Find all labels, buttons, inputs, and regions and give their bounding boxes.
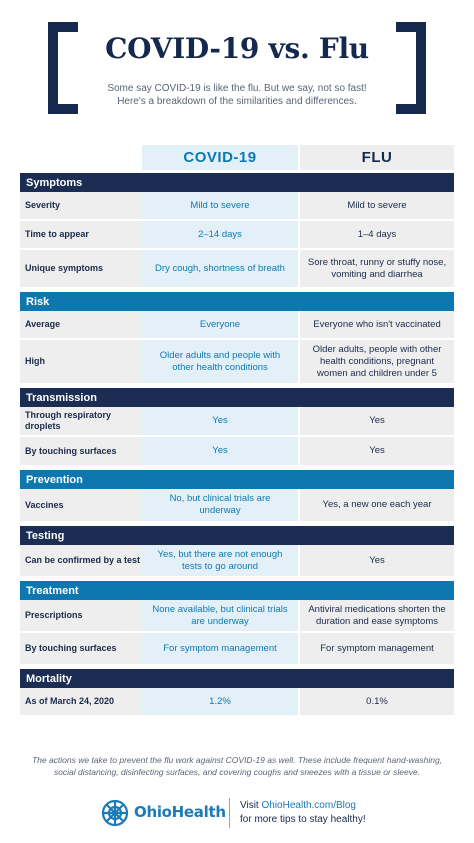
table-row <box>20 545 454 578</box>
flu-value: Everyone who isn't vaccinated <box>298 311 454 338</box>
row-label: Severity <box>20 192 142 219</box>
table-row <box>20 688 454 717</box>
flu-column-header: FLU <box>298 145 454 170</box>
section-header-symptoms: Symptoms <box>20 173 454 192</box>
page-subtitle: Some say COVID-19 is like the flu. But we say, not so fast! Here's a breakdown of the similarities and differences. <box>107 83 367 107</box>
covid-value: Mild to severe <box>142 192 298 219</box>
table-row <box>20 221 454 250</box>
flu-value: 0.1% <box>298 688 454 715</box>
covid-value: None available, but clinical trials are underway <box>142 600 298 631</box>
flu-value: Mild to severe <box>298 192 454 219</box>
flu-value: Sore throat, runny or stuffy nose, vomiting and diarrhea <box>298 250 454 287</box>
section-header-mortality: Mortality <box>20 669 454 688</box>
row-label: Time to appear <box>20 221 142 248</box>
ohiohealth-logo: OhioHealth <box>134 803 226 821</box>
covid-value: Yes <box>142 437 298 465</box>
table-row <box>20 600 454 633</box>
table-row <box>20 633 454 666</box>
table-row <box>20 340 454 385</box>
section-header-prevention: Prevention <box>20 470 454 489</box>
footer-divider <box>229 798 230 828</box>
covid-value: For symptom management <box>142 633 298 664</box>
footer <box>0 796 474 832</box>
flu-value: Older adults, people with other health conditions, pregnant women and children under 5 <box>298 340 454 383</box>
row-label: Prescriptions <box>20 600 142 631</box>
blog-link[interactable]: OhioHealth.com/Blog <box>261 800 356 811</box>
row-label: By touching surfaces <box>20 437 142 465</box>
covid-value: No, but clinical trials are underway <box>142 489 298 521</box>
section-header-testing: Testing <box>20 526 454 545</box>
flu-value: For symptom management <box>298 633 454 664</box>
flu-value: Yes, a new one each year <box>298 489 454 521</box>
row-label: Through respiratory droplets <box>20 407 142 435</box>
section-header-risk: Risk <box>20 292 454 311</box>
comparison-table <box>20 145 454 717</box>
row-label: As of March 24, 2020 <box>20 688 142 715</box>
table-row <box>20 311 454 340</box>
row-label: Vaccines <box>20 489 142 521</box>
page-title: COVID-19 vs. Flu <box>105 32 369 65</box>
section-header-transmission: Transmission <box>20 388 454 407</box>
column-headers <box>20 145 454 170</box>
table-row <box>20 192 454 221</box>
flu-value: 1–4 days <box>298 221 454 248</box>
covid-value: Older adults and people with other health conditions <box>142 340 298 383</box>
covid-column-header: COVID-19 <box>142 145 298 170</box>
visit-text: Visit OhioHealth.com/Blog for more tips to stay healthy! <box>240 800 366 825</box>
covid-value: Dry cough, shortness of breath <box>142 250 298 287</box>
covid-value: 2–14 days <box>142 221 298 248</box>
row-label: Unique symptoms <box>20 250 142 287</box>
ohiohealth-logo-icon <box>100 798 130 828</box>
covid-value: Yes <box>142 407 298 435</box>
table-row <box>20 489 454 523</box>
table-row <box>20 407 454 437</box>
header <box>0 0 474 140</box>
table-sections <box>20 173 454 717</box>
covid-value: 1.2% <box>142 688 298 715</box>
row-label: Average <box>20 311 142 338</box>
flu-value: Antiviral medications shorten the duration and ease symptoms <box>298 600 454 631</box>
row-label: High <box>20 340 142 383</box>
footnote: The actions we take to prevent the flu work against COVID-19 as well. These include frequent hand-washing, social distancing, disinfecting surfaces, and covering coughs and sneezes with a tissue or sleeve. <box>31 755 443 777</box>
covid-value: Everyone <box>142 311 298 338</box>
table-row <box>20 250 454 289</box>
flu-value: Yes <box>298 407 454 435</box>
table-row <box>20 437 454 467</box>
covid-value: Yes, but there are not enough tests to go around <box>142 545 298 576</box>
flu-value: Yes <box>298 437 454 465</box>
flu-value: Yes <box>298 545 454 576</box>
row-label: By touching surfaces <box>20 633 142 664</box>
row-label: Can be confirmed by a test <box>20 545 142 576</box>
section-header-treatment: Treatment <box>20 581 454 600</box>
